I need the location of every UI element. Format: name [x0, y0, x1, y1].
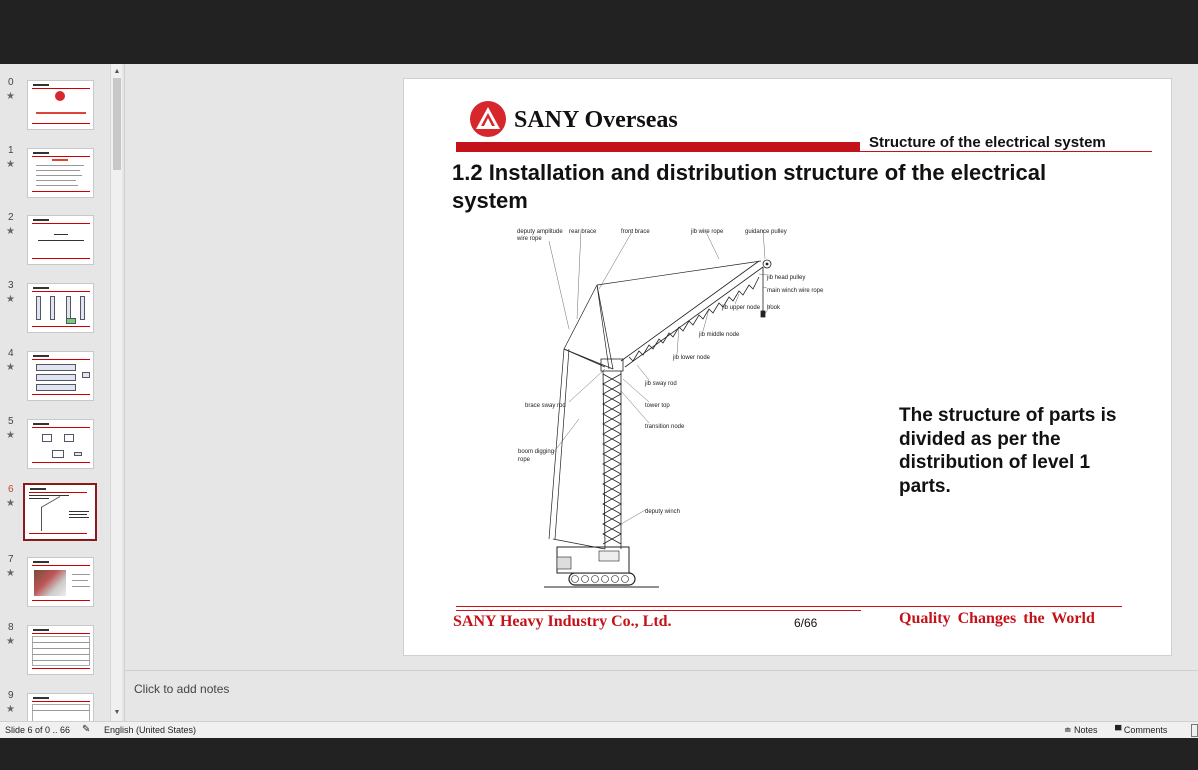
- star-icon: ★: [6, 294, 15, 305]
- top-bar: [0, 0, 1198, 64]
- label-front-brace: front brace: [621, 229, 650, 235]
- thumbnail-image: [27, 351, 94, 401]
- thumbnail-image: [27, 557, 94, 607]
- scroll-up-icon[interactable]: ▲: [113, 68, 121, 75]
- crane-tower: [601, 359, 623, 549]
- sany-logo-icon: [470, 101, 506, 137]
- footer-line-secondary: [456, 610, 861, 611]
- thumbnail-slide-4[interactable]: [0, 348, 110, 408]
- thumbnail-number: 0: [8, 77, 14, 88]
- thumbnail-slide-9[interactable]: [0, 690, 110, 721]
- scrollbar-thumb[interactable]: [113, 78, 121, 170]
- label-jib-wire-rope: jib wire rope: [691, 229, 724, 235]
- thumbnail-number: 1: [8, 145, 14, 156]
- label-jib-middle-node: jib middle node: [699, 332, 740, 338]
- slide-indicator: Slide 6 of 0 .. 66: [5, 725, 71, 735]
- scroll-down-icon[interactable]: ▼: [113, 709, 121, 716]
- brand-name: SANY Overseas: [514, 107, 678, 133]
- thumbnail-slide-0[interactable]: [0, 77, 110, 137]
- label-wire-rope: wire rope: [517, 236, 542, 242]
- label-jib-lower-node: jib lower node: [673, 355, 711, 361]
- star-icon: ★: [6, 159, 15, 170]
- thumbnails-scrollbar[interactable]: [110, 64, 122, 721]
- thumbnail-slide-3[interactable]: [0, 280, 110, 340]
- thumbnail-slide-6[interactable]: [0, 484, 110, 544]
- company-name: SANY Heavy Industry Co., Ltd.: [453, 613, 672, 630]
- thumbnail-image: [27, 148, 94, 198]
- thumbnail-image: [27, 419, 94, 469]
- thumbnail-image: [27, 283, 94, 333]
- thumbnail-slide-2[interactable]: [0, 212, 110, 272]
- star-icon: ★: [6, 636, 15, 647]
- slogan: Quality Changes the World: [899, 610, 1095, 627]
- description-text[interactable]: The structure of parts is divided as per the distribution of level 1 parts.: [899, 405, 1117, 497]
- label-jib-upper-node: jib upper node: [722, 305, 761, 311]
- thumbnail-slide-8[interactable]: [0, 622, 110, 682]
- crane-jib: [621, 260, 771, 367]
- thumbnail-number: 7: [8, 554, 14, 565]
- label-jib-head-pulley: jib head pulley: [767, 275, 806, 281]
- page-number: 6/66: [794, 616, 818, 630]
- label-hook: hook: [767, 305, 781, 311]
- language-indicator[interactable]: English (United States): [104, 725, 197, 735]
- thumbnail-image: [27, 625, 94, 675]
- label-leaders: [549, 230, 771, 524]
- workspace: [0, 64, 1198, 721]
- footer-line: [456, 606, 1122, 607]
- status-bar: [0, 721, 1198, 738]
- label-boom-digging-rope: rope: [518, 457, 531, 463]
- thumbnail-slide-1[interactable]: [0, 145, 110, 205]
- label-deputy-amplitude: deputy amplitude: [517, 229, 563, 235]
- star-icon: ★: [6, 362, 15, 373]
- label-main-winch-wire-rope: main winch wire rope: [767, 288, 824, 294]
- star-icon: ★: [6, 704, 15, 715]
- label-tower-top: tower top: [645, 403, 670, 409]
- label-jib-sway-rod: jib sway rod: [645, 381, 677, 387]
- thumbnail-number: 4: [8, 348, 14, 359]
- thumbnail-slide-5[interactable]: [0, 416, 110, 476]
- label-rear-brace: rear brace: [569, 229, 597, 235]
- label-boom-digging: boom digging: [518, 449, 555, 455]
- thumbnail-number: 2: [8, 212, 14, 223]
- star-icon: ★: [6, 430, 15, 441]
- bottom-bar: [0, 738, 1198, 770]
- spellcheck-icon[interactable]: ✎: [82, 724, 91, 735]
- thumbnail-image: [27, 80, 94, 130]
- section-title: Structure of the electrical system: [869, 134, 1106, 151]
- slide-title[interactable]: 1.2 Installation and distribution structure of the electrical system: [452, 160, 1047, 213]
- slide-canvas[interactable]: [403, 78, 1172, 656]
- pane-divider[interactable]: [124, 64, 125, 721]
- crane-diagram: [509, 219, 849, 599]
- crane-base: [544, 547, 659, 587]
- thumbnail-image: [27, 693, 94, 721]
- thumbnail-image: [23, 483, 97, 541]
- thumbnail-slide-7[interactable]: [0, 554, 110, 614]
- star-icon: ★: [6, 226, 15, 237]
- label-guidance-pulley: guidance pulley: [745, 229, 787, 235]
- thumbnail-number: 6: [8, 484, 14, 495]
- thumbnail-number: 5: [8, 416, 14, 427]
- header-red-bar: [456, 142, 860, 152]
- notes-placeholder[interactable]: Click to add notes: [134, 682, 230, 696]
- thumbnail-image: [27, 215, 94, 265]
- header-underline: [860, 151, 1152, 152]
- comments-button[interactable]: ▀ Comments: [1115, 725, 1168, 735]
- normal-view-icon[interactable]: [1191, 724, 1198, 737]
- star-icon: ★: [6, 568, 15, 579]
- thumbnail-number: 9: [8, 690, 14, 701]
- thumbnail-number: 3: [8, 280, 14, 291]
- label-deputy-winch: deputy winch: [645, 509, 681, 515]
- star-icon: ★: [6, 498, 15, 509]
- slide-thumbnails-pane[interactable]: [0, 64, 110, 721]
- label-transition-node: transition node: [645, 424, 685, 430]
- thumbnail-number: 8: [8, 622, 14, 633]
- notes-button[interactable]: ≐ Notes: [1064, 725, 1098, 735]
- star-icon: ★: [6, 91, 15, 102]
- notes-pane[interactable]: [125, 670, 1198, 721]
- label-brace-sway-rod: brace sway rod: [525, 403, 566, 409]
